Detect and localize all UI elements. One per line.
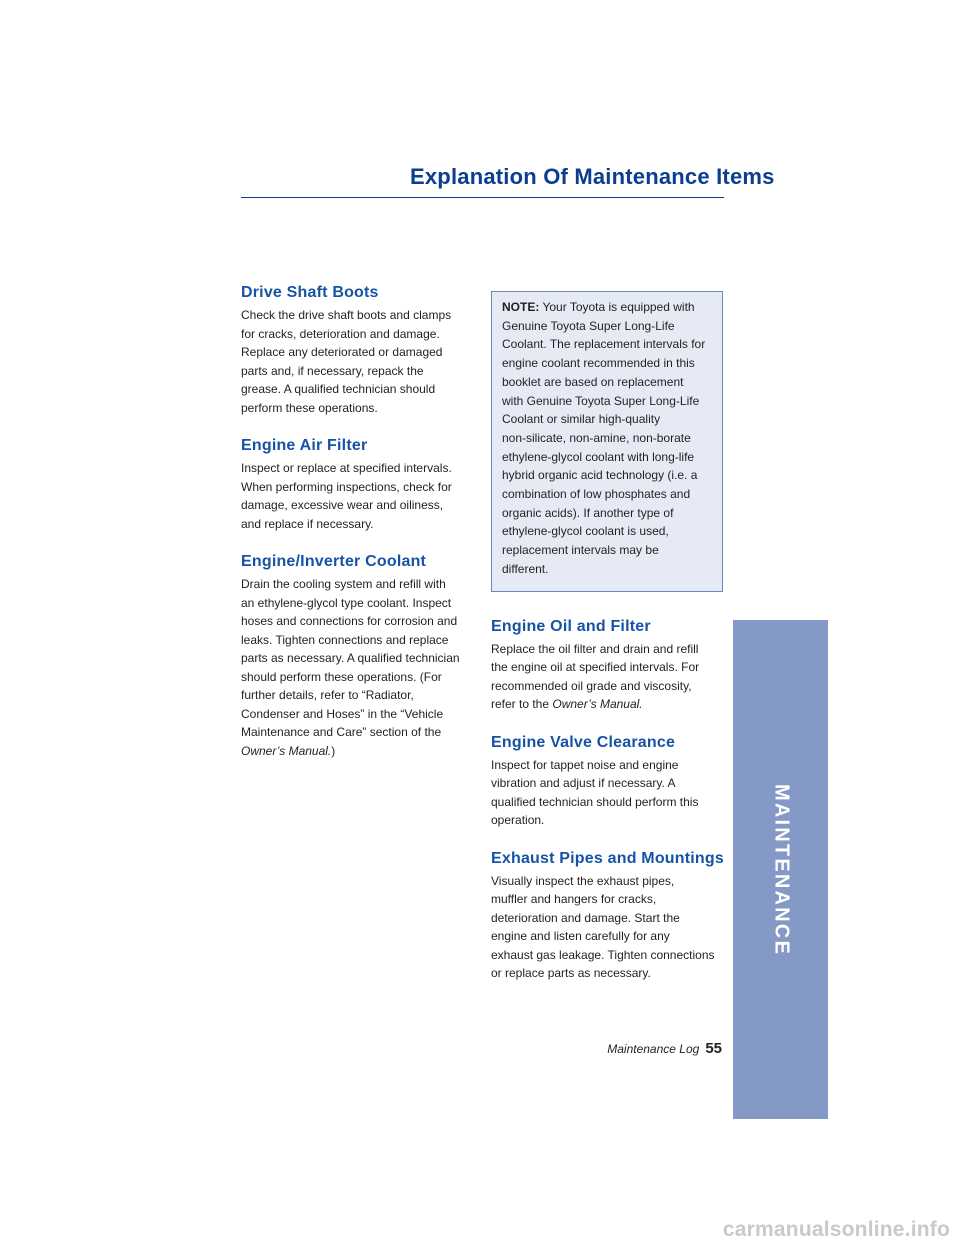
body-text: Replace the oil filter and drain and refill the engine oil at specified intervals. For recommended oil grade and viscosity, refer to the <box>491 641 700 712</box>
note-label: NOTE: <box>502 300 540 314</box>
section-body: Inspect or replace at specified intervals. When performing inspections, check for damage, excessive wear and oiliness, and replace if necessary. <box>241 461 452 531</box>
section-body: Inspect for tappet noise and engine vibration and adjust if necessary. A qualified technician should perform this operation. <box>491 757 699 828</box>
watermark: carmanualsonline.info <box>722 1218 950 1241</box>
side-tab-label: MAINTENANCE <box>770 783 792 956</box>
page-footer <box>607 1040 722 1058</box>
coolant-note-box <box>491 291 723 592</box>
manual-reference: Owner’s Manual. <box>241 743 332 758</box>
section-heading: Engine Valve Clearance <box>491 733 676 751</box>
section-body: Check the drive shaft boots and clamps for cracks, deterioration and damage. Replace any deteriorated or damaged parts and, if necessary, repack the grease. A qualified technician should perform these operations. <box>241 308 452 415</box>
section-heading: Engine Air Filter <box>241 437 368 454</box>
section-engine-inverter-coolant <box>241 553 473 760</box>
section-drive-shaft-boots <box>241 284 473 417</box>
section-body <box>241 575 473 760</box>
section-heading: Exhaust Pipes and Mountings <box>491 849 724 867</box>
body-text-end: ) <box>331 743 336 758</box>
title-divider <box>241 197 724 198</box>
section-engine-valve-clearance <box>491 734 723 830</box>
note-text: Your Toyota is equipped with Genuine Toyota Super Long-Life Coolant. The replacement intervals for engine coolant recommended in this booklet are based on replacement with Genuine Toyota Super Long-Life Coolant or similar high-quality non-silicate, non-amine, non-borate ethylene-glycol coolant with long-life hybrid organic acid technology (i.e. a combination of low phosphates and organic acids). If another type of ethylene-glycol coolant is used, replacement intervals may be different. <box>502 300 706 576</box>
section-exhaust-pipes <box>491 850 723 983</box>
section-body <box>491 640 723 714</box>
section-heading: Engine Oil and Filter <box>491 617 651 635</box>
section-heading: Engine/Inverter Coolant <box>241 553 427 570</box>
left-column <box>241 284 473 760</box>
section-body: Visually inspect the exhaust pipes, muffler and hangers for cracks, deterioration and damage. Start the engine and listen carefully for any exhaust gas leakage. Tighten connections or replace parts as necessary. <box>491 873 715 981</box>
section-engine-oil-and-filter <box>491 618 723 714</box>
page-title: Explanation Of Maintenance Items <box>410 164 775 189</box>
page-number: 55 <box>705 1040 722 1057</box>
spacer <box>491 592 723 618</box>
section-heading: Drive Shaft Boots <box>241 284 379 301</box>
footer-label: Maintenance Log <box>607 1042 700 1056</box>
right-column <box>491 291 723 983</box>
body-text: Drain the cooling system and refill with an ethylene-glycol type coolant. Inspect hoses and connections for corrosion and leaks. Tighten connections and replace parts as necessary. A qualified technician should perform these operations. (For further details, refer to “Radiator, Condenser and Hoses” in the “Vehicle Maintenance and Care” section of the <box>241 577 460 739</box>
manual-reference: Owner’s Manual. <box>552 697 643 712</box>
section-engine-air-filter <box>241 437 473 533</box>
maintenance-side-tab[interactable] <box>733 620 828 1119</box>
